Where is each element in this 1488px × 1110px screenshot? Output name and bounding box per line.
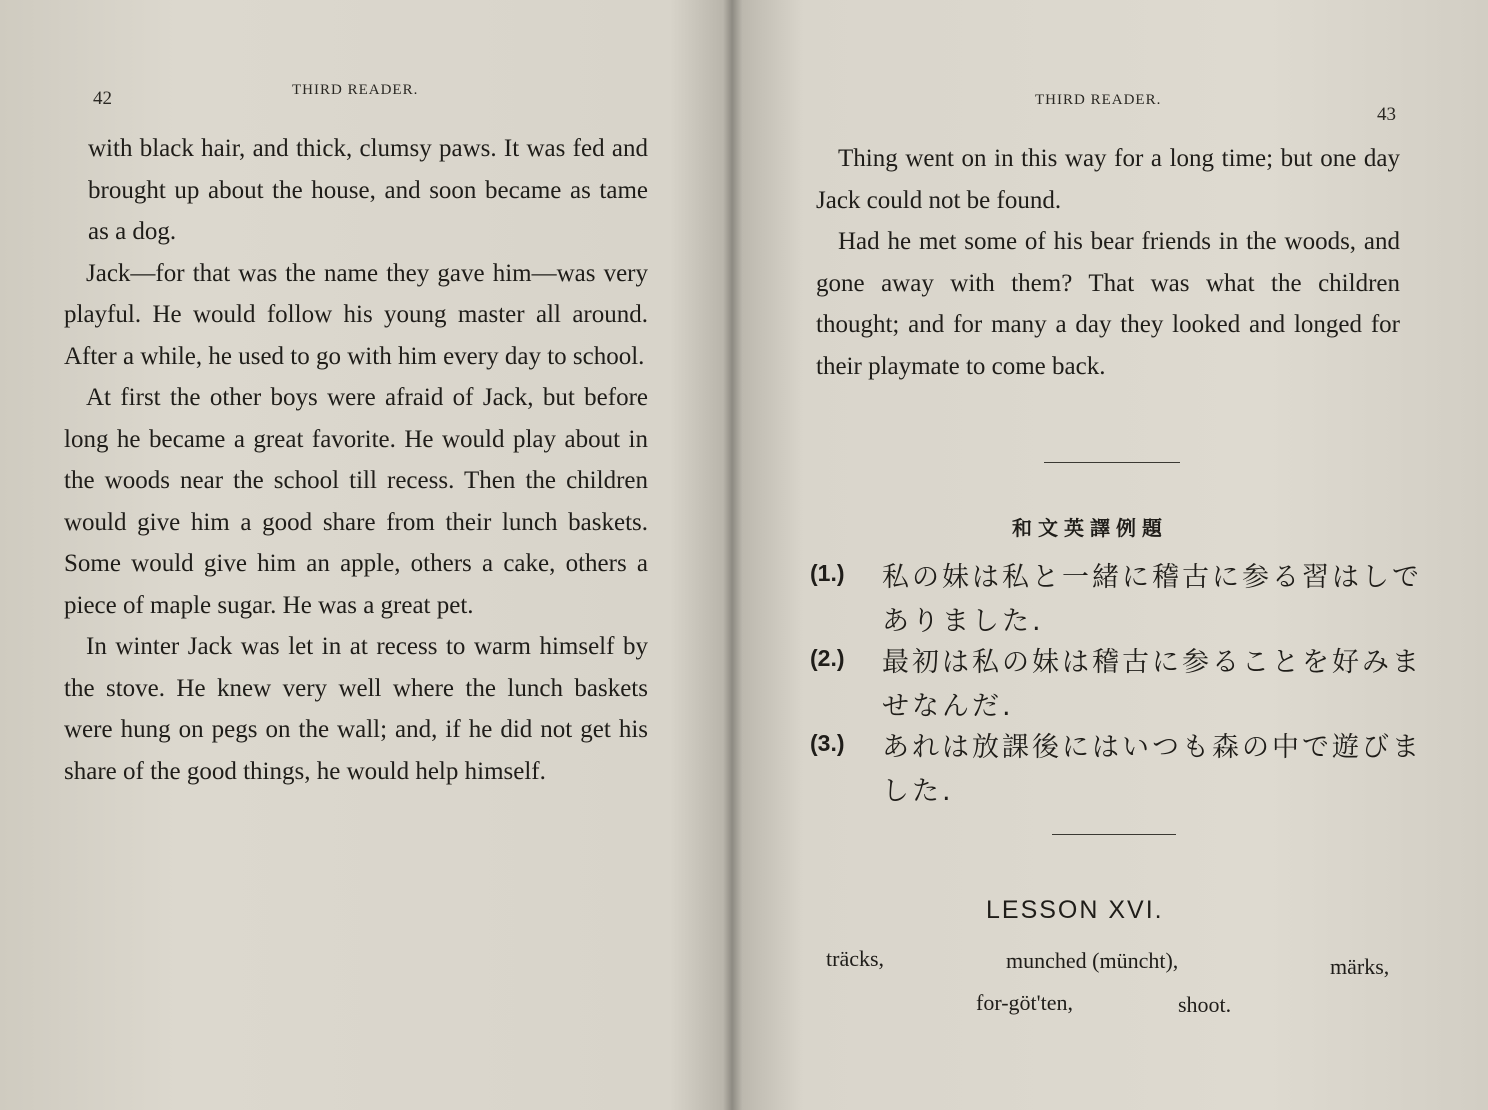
left-page-number: 42 [93,88,112,109]
right-page [740,0,1488,1110]
right-running-head: THIRD READER. [1035,92,1162,108]
vocabulary-word: shoot. [1178,992,1232,1017]
vocabulary-word: for-göt'ten, [976,990,1073,1015]
section-divider [1052,834,1176,835]
paragraph: with black hair, and thick, clumsy paws. It was fed and brought up about the house, and soon became as tame as a dog. [88,135,648,245]
paragraph: Jack—for that was the name they gave him—was very playful. He would follow his young master all around. After a while, he used to go with him every day to school. [64,259,648,370]
exercise-number: (3.) [810,730,845,756]
vocabulary-word: märks, [1330,954,1390,979]
exercise-text: あれは放課後にはいつも森の中で遊びました. [882,732,1422,807]
exercise-number: (1.) [810,560,845,586]
paragraph: At first the other boys were afraid of Jack, but before long he became a great favorite. He would play about in the woods near the school till recess. Then the children would give him a good share from their lunch baskets. Some would give him an apple, others a cake, others a piece of maple sugar. He was a great pet. [64,384,648,619]
right-page-number: 43 [1377,104,1396,125]
paragraph: In winter Jack was let in at recess to warm himself by the stove. He knew very well where the lunch baskets were hung on pegs on the wall; and, if he did not get his share of the good things, he would help himself. [64,633,648,785]
exercise-heading: 和文英譯例題 [1012,516,1168,540]
left-body-text [64,128,648,792]
paragraph: Had he met some of his bear friends in the woods, and gone away with them? That was what the children thought; and for many a day they looked and longed for their playmate to come back. [816,228,1400,380]
vocabulary-word: träcks, [826,946,885,971]
paragraph: Thing went on in this way for a long time; but one day Jack could not be found. [816,145,1400,214]
exercise-text: 最初は私の妹は稽古に参ることを好みませなんだ. [882,647,1422,722]
vocabulary-word: munched (münсht), [1006,948,1179,973]
section-divider [1044,462,1180,463]
right-body-text [816,138,1400,387]
exercise-text: 私の妹は私と一緒に稽古に参る習はしでありました. [882,562,1422,637]
left-running-head: THIRD READER. [292,82,419,98]
lesson-title: LESSON XVI. [986,896,1164,924]
left-page [0,0,730,1110]
exercise-number: (2.) [810,645,845,671]
